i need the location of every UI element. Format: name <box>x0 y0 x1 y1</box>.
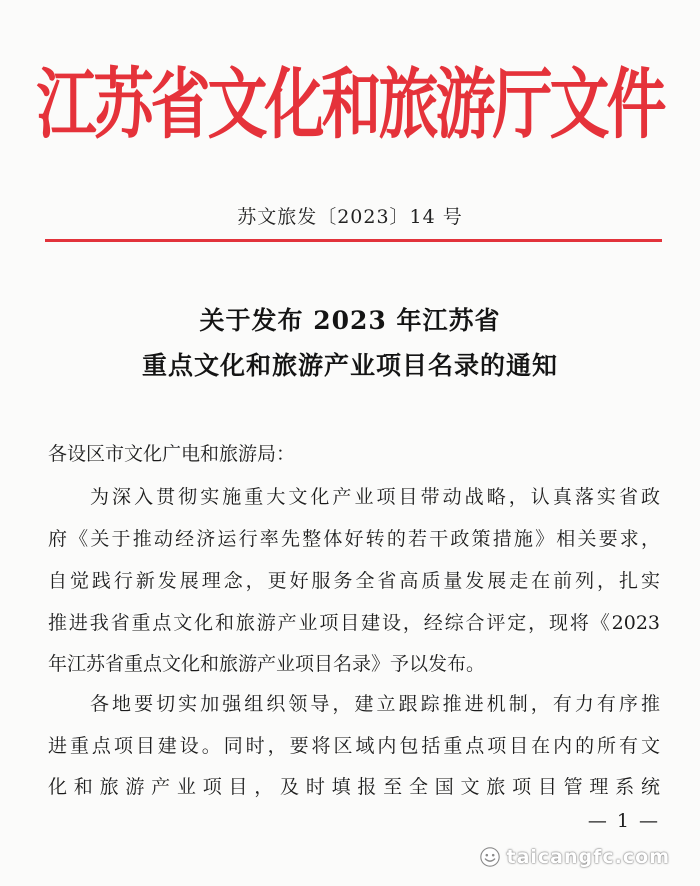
smiley-logo-icon <box>479 846 501 868</box>
notice-title-line-1: 关于发布 2023 年江苏省 <box>199 306 501 335</box>
watermark-text: taicangfc.com <box>506 846 670 868</box>
paragraph-1-line-1: 为深入贯彻实施重大文化产业项目带动战略，认真落实省政 <box>90 486 660 508</box>
document-masthead: 江苏省文化和旅游厅文件 <box>36 60 664 151</box>
paragraph-2-line-2: 进重点项目建设。同时，要将区域内包括重点项目在内的所有文 <box>48 735 660 757</box>
notice-title-line-2: 重点文化和旅游产业项目名录的通知 <box>141 351 558 380</box>
paragraph-2-line-1: 各地要切实加强组织领导，建立跟踪推进机制，有力有序推 <box>90 693 660 715</box>
paragraph-2-line-3: 化和旅游产业项目，及时填报至全国文旅项目管理系统 <box>48 776 660 798</box>
site-watermark <box>479 843 671 871</box>
paragraph-1-line-3: 自觉践行新发展理念，更好服务全省高质量发展走在前列，扎实 <box>48 570 660 592</box>
salutation: 各设区市文化广电和旅游局： <box>48 443 296 465</box>
paragraph-1-line-2: 府《关于推动经济运行率先整体好转的若干政策措施》相关要求， <box>48 528 660 550</box>
document-number: 苏文旅发〔2023〕14 号 <box>237 206 463 228</box>
red-divider-rule <box>45 239 662 242</box>
paragraph-1-line-4: 推进我省重点文化和旅游产业项目建设，经综合评定，现将《2023 <box>48 612 660 634</box>
paragraph-1-line-5: 年江苏省重点文化和旅游产业项目名录》予以发布。 <box>48 653 486 675</box>
page-number: — 1 — <box>587 810 660 832</box>
